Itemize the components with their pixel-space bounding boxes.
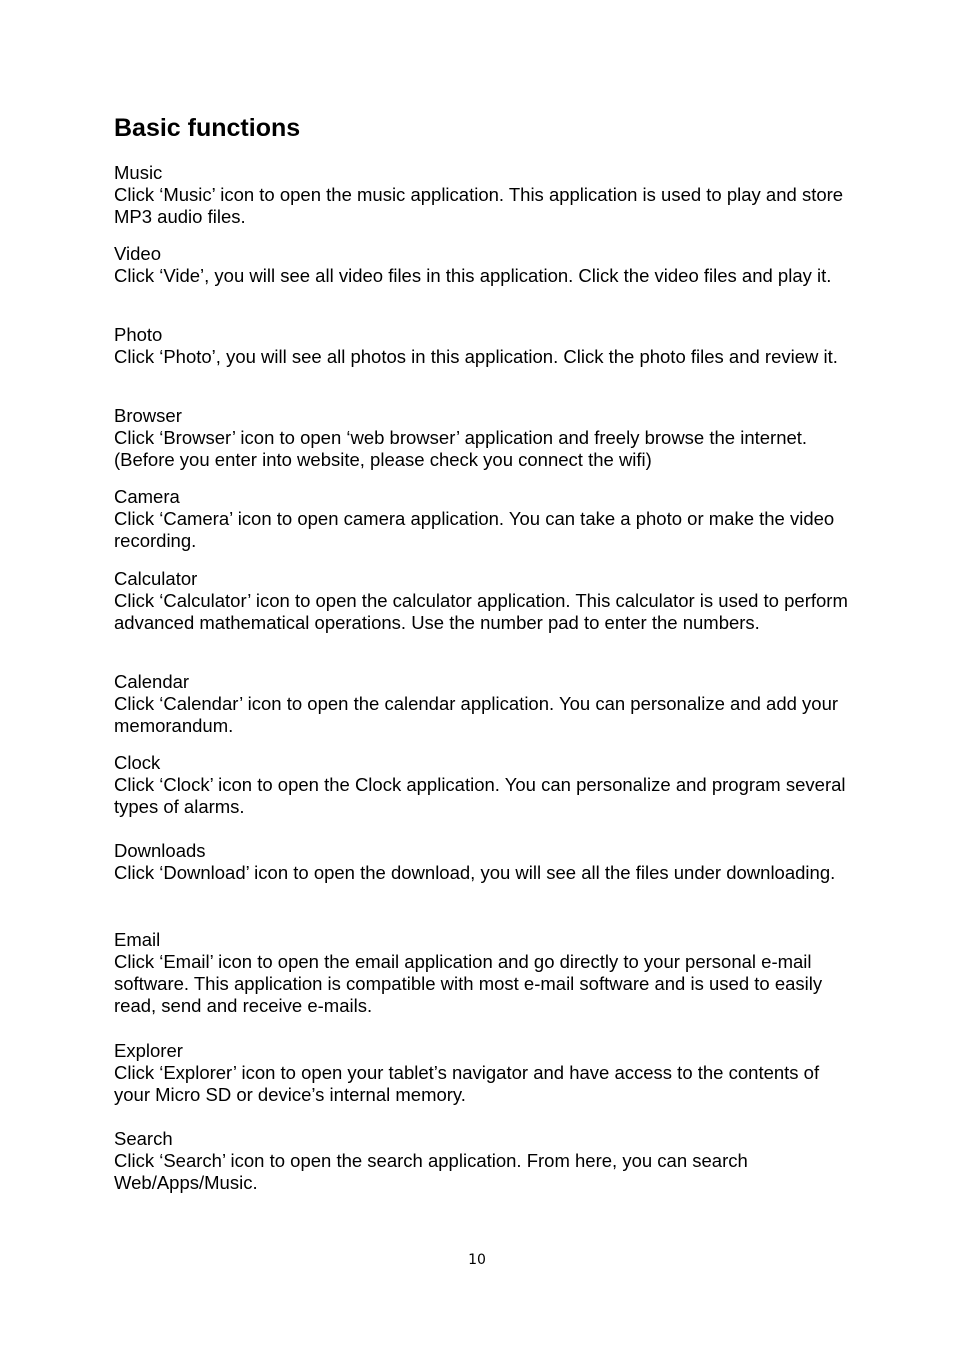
section-body: Click ‘Download’ icon to open the download, you will see all the files under downloading. — [114, 862, 836, 883]
section-body: Click ‘Photo’, you will see all photos in this application. Click the photo files and review it. — [114, 346, 838, 367]
section-calculator — [114, 568, 849, 634]
section-heading: Search — [114, 1128, 173, 1149]
section-music — [114, 162, 849, 228]
section-downloads — [114, 840, 849, 884]
section-body: Click ‘Calendar’ icon to open the calendar application. You can personalize and add your memorandum. — [114, 693, 839, 736]
section-heading: Camera — [114, 486, 180, 507]
page-number: 10 — [468, 1252, 486, 1268]
section-body: Click ‘Vide’, you will see all video files in this application. Click the video files and play it. — [114, 265, 832, 286]
section-heading: Calendar — [114, 671, 190, 692]
section-search — [114, 1128, 849, 1194]
section-body: Click ‘Search’ icon to open the search application. From here, you can search Web/Apps/Music. — [114, 1150, 748, 1193]
section-body: Click ‘Clock’ icon to open the Clock application. You can personalize and program several types of alarms. — [114, 774, 846, 817]
section-video — [114, 243, 849, 287]
section-body: Click ‘Calculator’ icon to open the calculator application. This calculator is used to perform advanced mathematical operations. Use the number pad to enter the numbers. — [114, 590, 848, 633]
section-email — [114, 929, 849, 1017]
section-body: Click ‘Camera’ icon to open camera application. You can take a photo or make the video recording. — [114, 508, 835, 551]
section-body: Click ‘Explorer’ icon to open your tablet’s navigator and have access to the contents of your Micro SD or device’s internal memory. — [114, 1062, 820, 1105]
section-heading: Video — [114, 243, 161, 264]
section-heading: Photo — [114, 324, 163, 345]
page-title: Basic functions — [114, 114, 301, 142]
section-body: Click ‘Browser’ icon to open ‘web browser’ application and freely browse the internet. (Before you enter into website, please check you connect the wifi) — [114, 427, 808, 470]
section-photo — [114, 324, 849, 368]
section-heading: Email — [114, 929, 161, 950]
section-camera — [114, 486, 849, 552]
section-body: Click ‘Music’ icon to open the music application. This application is used to play and store MP3 audio files. — [114, 184, 844, 227]
section-heading: Clock — [114, 752, 161, 773]
section-heading: Music — [114, 162, 163, 183]
section-body: Click ‘Email’ icon to open the email application and go directly to your personal e-mail software. This application is compatible with most e-mail software and is used to easily read, send and receive e-mails. — [114, 951, 823, 1016]
section-explorer — [114, 1040, 849, 1106]
section-heading: Downloads — [114, 840, 206, 861]
section-calendar — [114, 671, 849, 737]
section-browser — [114, 405, 849, 471]
section-heading: Calculator — [114, 568, 198, 589]
section-clock — [114, 752, 849, 818]
section-heading: Browser — [114, 405, 182, 426]
section-heading: Explorer — [114, 1040, 183, 1061]
